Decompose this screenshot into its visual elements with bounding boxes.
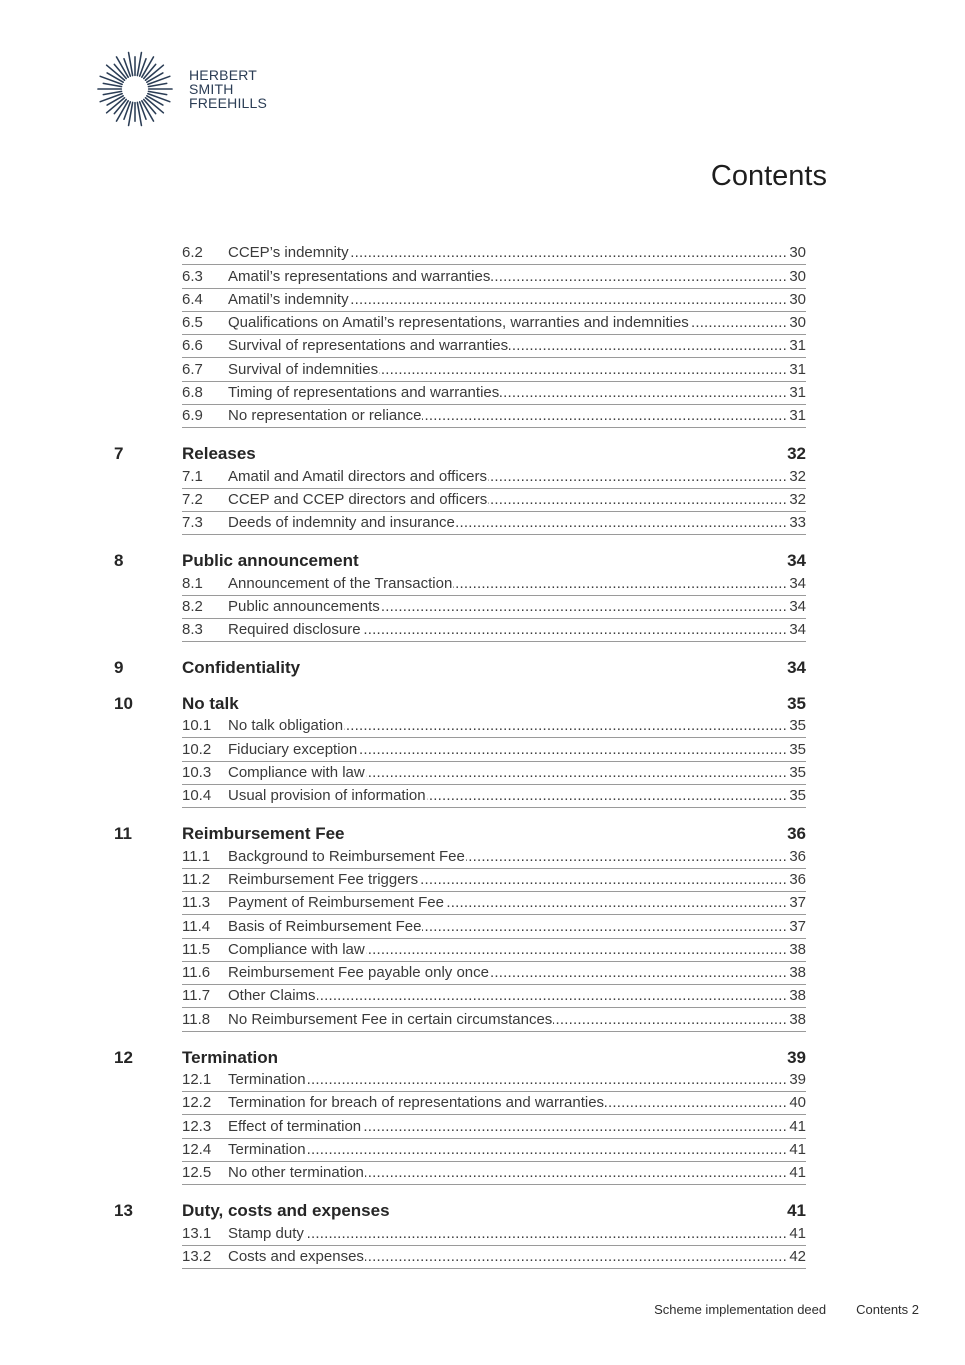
subsection-title: Compliance with law	[228, 764, 365, 782]
subsection-title-leader	[228, 846, 787, 868]
subsection-title: Reimbursement Fee payable only once	[228, 964, 489, 982]
subsection-number: 8.2	[182, 597, 203, 615]
subsection-title: Amatil and Amatil directors and officers	[228, 467, 488, 485]
toc-subsection-row[interactable]	[182, 242, 806, 265]
subsection-number: 7.1	[182, 467, 203, 485]
subsection-title-leader	[228, 405, 787, 427]
toc-subsection-row[interactable]	[182, 939, 806, 962]
toc-subsection-row[interactable]	[182, 869, 806, 892]
subsection-page: 34	[787, 573, 806, 595]
toc-subsection-row[interactable]	[182, 985, 806, 1008]
subsection-title: Announcement of the Transaction	[228, 574, 453, 592]
toc-subsection-row[interactable]	[182, 312, 806, 335]
toc-subsection-row[interactable]	[182, 1162, 806, 1185]
toc-subsection-row[interactable]	[182, 1092, 806, 1115]
subsection-title-leader	[228, 512, 787, 534]
subsection-number: 10.4	[182, 787, 212, 805]
toc-section	[114, 648, 806, 678]
toc-subsection-row[interactable]	[182, 512, 806, 535]
toc-subsection-row[interactable]	[182, 738, 806, 761]
subsection-title-leader	[228, 1162, 787, 1184]
section-page: 39	[787, 1047, 806, 1067]
subsection-page: 34	[787, 619, 806, 641]
firm-logo	[96, 50, 267, 128]
section-page: 35	[787, 694, 806, 714]
toc-subsection-row[interactable]	[182, 785, 806, 808]
subsection-page: 30	[787, 312, 806, 334]
subsection-title: Reimbursement Fee triggers	[228, 870, 419, 888]
toc-subsection-row[interactable]	[182, 1115, 806, 1138]
subsection-title-leader	[228, 985, 787, 1007]
section-title: Duty, costs and expenses	[182, 1201, 390, 1221]
toc-section-row[interactable]	[114, 1191, 806, 1221]
section-title: Termination	[182, 1047, 279, 1067]
subsection-number: 11.8	[182, 1010, 211, 1028]
subsection-title: No Reimbursement Fee in certain circumstances	[228, 1010, 553, 1028]
toc-subsection-row[interactable]	[182, 1008, 806, 1031]
section-number: 12	[114, 1047, 133, 1067]
toc-section-row[interactable]	[114, 434, 806, 464]
subsection-title: Stamp duty	[228, 1224, 304, 1242]
page-title: Contents	[710, 160, 827, 192]
subsection-number: 12.3	[182, 1117, 212, 1135]
subsection-title-leader	[228, 1223, 787, 1245]
toc-subsection-row[interactable]	[182, 265, 806, 288]
subsection-title: Termination for breach of representations and warranties	[228, 1094, 605, 1112]
subsection-number: 13.2	[182, 1247, 212, 1265]
subsection-number: 11.6	[182, 964, 211, 982]
subsection-title: Effect of termination	[228, 1117, 362, 1135]
toc-subsection-row[interactable]	[182, 915, 806, 938]
subsection-title: Termination	[228, 1071, 306, 1089]
toc-subsection-row[interactable]	[182, 405, 806, 428]
subsection-title: No representation or reliance	[228, 407, 422, 425]
footer-page-label: Contents 2	[856, 1302, 919, 1317]
subsection-page: 31	[787, 359, 806, 381]
subsection-number: 6.8	[182, 384, 203, 402]
toc-section	[114, 684, 806, 808]
toc-subsection-row[interactable]	[182, 762, 806, 785]
subsection-page: 35	[787, 715, 806, 737]
subsection-page: 41	[787, 1139, 806, 1161]
toc-subsection-row[interactable]	[182, 465, 806, 488]
section-title: Public announcement	[182, 551, 359, 571]
subsection-title: Fiduciary exception	[228, 740, 358, 758]
toc-section	[114, 1191, 806, 1269]
subsection-number: 11.5	[182, 940, 211, 958]
subsection-page: 40	[787, 1092, 806, 1114]
page-footer	[654, 1302, 919, 1317]
subsection-title: No other termination	[228, 1164, 364, 1182]
subsection-title: Amatil’s indemnity	[228, 290, 349, 308]
subsection-title: Survival of indemnities	[228, 360, 379, 378]
subsection-title-leader	[228, 762, 787, 784]
subsection-title-leader	[228, 739, 787, 761]
subsection-title-leader	[228, 869, 787, 891]
toc-subsection-row[interactable]	[182, 1139, 806, 1162]
subsection-title: No talk obligation	[228, 717, 344, 735]
toc-subsection-row[interactable]	[182, 572, 806, 595]
toc-subsection-row[interactable]	[182, 845, 806, 868]
section-number: 8	[114, 551, 124, 571]
subsection-title: Qualifications on Amatil’s representations, warranties and indemnities	[228, 314, 689, 332]
toc-section-row[interactable]	[114, 814, 806, 844]
subsection-title: Public announcements	[228, 597, 380, 615]
subsection-page: 37	[787, 892, 806, 914]
section-page: 34	[787, 658, 806, 678]
subsection-number: 11.7	[182, 987, 211, 1005]
toc-subsection-row[interactable]	[182, 1069, 806, 1092]
subsection-title-leader	[228, 266, 787, 288]
subsection-number: 13.1	[182, 1224, 212, 1242]
subsection-number: 8.3	[182, 621, 203, 639]
logo-line-3: FREEHILLS	[189, 95, 268, 111]
toc-section	[114, 434, 806, 535]
subsection-title-leader	[228, 466, 787, 488]
subsection-title-leader	[228, 1246, 787, 1268]
toc-subsection-row[interactable]	[182, 1246, 806, 1269]
subsection-number: 6.6	[182, 337, 203, 355]
section-number: 9	[114, 658, 124, 678]
subsection-number: 10.3	[182, 764, 212, 782]
toc-section	[114, 541, 806, 642]
subsection-number: 6.7	[182, 360, 203, 378]
toc-subsection-row[interactable]	[182, 382, 806, 405]
subsection-title: Survival of representations and warranties	[228, 337, 509, 355]
subsection-page: 41	[787, 1223, 806, 1245]
subsection-page: 38	[787, 1009, 806, 1031]
subsection-page: 34	[787, 596, 806, 618]
subsection-number: 10.1	[182, 717, 212, 735]
toc-section-row[interactable]	[114, 648, 806, 678]
subsection-page: 35	[787, 762, 806, 784]
subsection-title-leader	[228, 1116, 787, 1138]
subsection-title-leader	[228, 785, 787, 807]
toc-subsection-row[interactable]	[182, 962, 806, 985]
subsection-title-leader	[228, 1139, 787, 1161]
subsection-title-leader	[228, 242, 787, 264]
subsection-title: Amatil’s representations and warranties	[228, 267, 491, 285]
toc-subsection-row[interactable]	[182, 1222, 806, 1245]
section-title: Releases	[182, 444, 256, 464]
subsection-title-leader	[228, 962, 787, 984]
subsection-number: 6.9	[182, 407, 203, 425]
toc-subsection-row[interactable]	[182, 489, 806, 512]
subsection-number: 11.4	[182, 917, 211, 935]
subsection-number: 7.3	[182, 514, 203, 532]
subsection-page: 38	[787, 962, 806, 984]
subsection-page: 31	[787, 382, 806, 404]
table-of-contents	[114, 242, 806, 1269]
subsection-title: Costs and expenses	[228, 1247, 364, 1265]
subsection-number: 12.5	[182, 1164, 212, 1182]
subsection-page: 30	[787, 266, 806, 288]
subsection-title: Payment of Reimbursement Fee	[228, 894, 444, 912]
subsection-page: 33	[787, 512, 806, 534]
sunburst-logo-icon	[96, 50, 174, 128]
subsection-number: 12.2	[182, 1094, 212, 1112]
section-number: 7	[114, 444, 124, 464]
toc-section-row[interactable]	[114, 1038, 806, 1068]
subsection-page: 31	[787, 405, 806, 427]
subsection-number: 8.1	[182, 574, 203, 592]
section-page: 41	[787, 1201, 806, 1221]
subsection-title-leader	[228, 1009, 787, 1031]
subsection-page: 30	[787, 242, 806, 264]
subsection-title-leader	[228, 916, 787, 938]
section-page: 32	[787, 444, 806, 464]
toc-section	[114, 1038, 806, 1185]
subsection-title: Usual provision of information	[228, 787, 426, 805]
toc-subsection-row[interactable]	[182, 358, 806, 381]
subsection-title: Background to Reimbursement Fee	[228, 847, 465, 865]
subsection-title-leader	[228, 1092, 787, 1114]
logo-line-2: SMITH	[189, 81, 234, 97]
toc-subsection-row[interactable]	[182, 289, 806, 312]
subsection-page: 41	[787, 1162, 806, 1184]
subsection-title-leader	[228, 573, 787, 595]
subsection-title: CCEP and CCEP directors and officers	[228, 490, 488, 508]
subsection-number: 12.4	[182, 1140, 212, 1158]
subsection-number: 6.3	[182, 267, 203, 285]
subsection-number: 11.3	[182, 894, 211, 912]
subsection-page: 38	[787, 939, 806, 961]
toc-section-row[interactable]	[114, 541, 806, 571]
subsection-title: Basis of Reimbursement Fee	[228, 917, 422, 935]
subsection-title-leader	[228, 939, 787, 961]
subsection-title: Timing of representations and warranties	[228, 384, 500, 402]
subsection-number: 10.2	[182, 740, 212, 758]
toc-subsection-row[interactable]	[182, 596, 806, 619]
section-number: 13	[114, 1201, 133, 1221]
section-number: 11	[114, 824, 132, 844]
subsection-title-leader	[228, 1069, 787, 1091]
section-title: Confidentiality	[182, 658, 301, 678]
subsection-number: 6.4	[182, 290, 203, 308]
subsection-page: 36	[787, 846, 806, 868]
toc-section	[114, 814, 806, 1031]
subsection-number: 7.2	[182, 490, 203, 508]
toc-subsection-row[interactable]	[182, 892, 806, 915]
section-title: Reimbursement Fee	[182, 824, 345, 844]
subsection-page: 37	[787, 916, 806, 938]
subsection-number: 11.1	[182, 847, 211, 865]
subsection-number: 11.2	[182, 870, 211, 888]
subsection-page: 39	[787, 1069, 806, 1091]
subsection-page: 36	[787, 869, 806, 891]
subsection-page: 41	[787, 1116, 806, 1138]
subsection-title: Required disclosure	[228, 621, 361, 639]
subsection-page: 32	[787, 489, 806, 511]
section-page: 34	[787, 551, 806, 571]
toc-subsection-row[interactable]	[182, 715, 806, 738]
subsection-page: 31	[787, 335, 806, 357]
subsection-title-leader	[228, 359, 787, 381]
subsection-page: 38	[787, 985, 806, 1007]
subsection-title-leader	[228, 489, 787, 511]
footer-document-name: Scheme implementation deed	[654, 1302, 827, 1317]
subsection-page: 35	[787, 739, 806, 761]
subsection-page: 42	[787, 1246, 806, 1268]
subsection-title: Compliance with law	[228, 940, 365, 958]
subsection-title-leader	[228, 289, 787, 311]
subsection-number: 6.2	[182, 244, 203, 262]
section-number: 10	[114, 694, 133, 714]
subsection-page: 30	[787, 289, 806, 311]
subsection-page: 35	[787, 785, 806, 807]
subsection-number: 6.5	[182, 314, 203, 332]
logo-line-1: HERBERT	[189, 67, 258, 83]
subsection-page: 32	[787, 466, 806, 488]
section-page: 36	[787, 824, 806, 844]
subsection-title: Deeds of indemnity and insurance	[228, 514, 455, 532]
subsection-title: CCEP’s indemnity	[228, 244, 349, 262]
section-title: No talk	[182, 694, 239, 714]
subsection-title-leader	[228, 335, 787, 357]
toc-section-row[interactable]	[114, 684, 806, 714]
logo-wordmark	[189, 68, 267, 110]
subsection-number: 12.1	[182, 1071, 212, 1089]
subsection-title-leader	[228, 596, 787, 618]
subsection-title: Other Claims	[228, 987, 316, 1005]
subsection-title-leader	[228, 892, 787, 914]
toc-subsection-row[interactable]	[182, 619, 806, 642]
subsection-title-leader	[228, 382, 787, 404]
subsection-title-leader	[228, 312, 787, 334]
subsection-title-leader	[228, 619, 787, 641]
toc-subsection-row[interactable]	[182, 335, 806, 358]
subsection-title-leader	[228, 715, 787, 737]
subsection-title: Termination	[228, 1140, 306, 1158]
